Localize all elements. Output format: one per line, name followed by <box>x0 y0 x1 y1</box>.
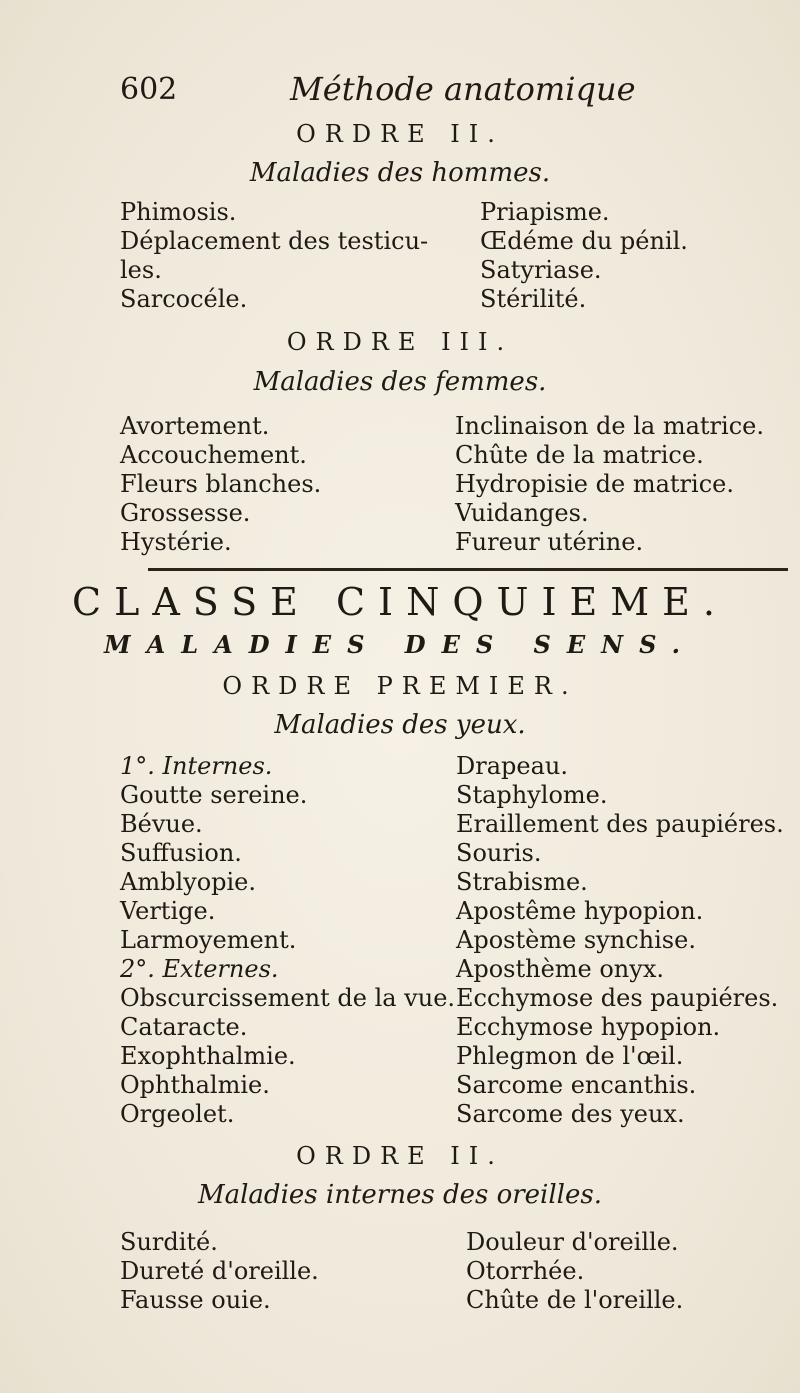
list-heading-internes: 1°. Internes. <box>120 752 273 780</box>
list-item: Fureur utérine. <box>455 528 644 556</box>
page-number: 602 <box>120 72 178 107</box>
list-oreilles-right <box>466 1228 683 1315</box>
list-item: Hystérie. <box>120 528 232 556</box>
subtitle-femmes: Maladies des femmes. <box>253 367 547 397</box>
list-item: Fausse ouie. <box>120 1286 271 1314</box>
list-item: Satyriase. <box>480 256 602 284</box>
list-item: Amblyopie. <box>120 868 257 896</box>
subtitle-yeux: Maladies des yeux. <box>274 710 526 740</box>
list-item: Larmoyement. <box>120 926 297 954</box>
list-item: Vertige. <box>120 897 216 925</box>
list-hommes-right <box>480 198 688 314</box>
list-item: Surdité. <box>120 1228 218 1256</box>
list-item: Chûte de la matrice. <box>455 441 704 469</box>
list-item: Vuidanges. <box>455 499 589 527</box>
list-item: Œdéme du pénil. <box>480 227 688 255</box>
list-item: Goutte sereine. <box>120 781 308 809</box>
list-item: Avortement. <box>120 412 270 440</box>
list-item: Apostême hypopion. <box>456 897 704 925</box>
list-yeux-left <box>120 752 455 1129</box>
list-item: Strabisme. <box>456 868 588 896</box>
list-item: Hydropisie de matrice. <box>455 470 734 498</box>
list-item: Chûte de l'oreille. <box>466 1286 684 1314</box>
list-item: Inclinaison de la matrice. <box>455 412 764 440</box>
list-item: Dureté d'oreille. <box>120 1257 319 1285</box>
order-title-oreilles: ORDRE II. <box>296 1142 504 1170</box>
list-item: Suffusion. <box>120 839 242 867</box>
list-heading-externes: 2°. Externes. <box>120 955 279 983</box>
list-item: Drapeau. <box>456 752 568 780</box>
list-item: Phlegmon de l'œil. <box>456 1042 684 1070</box>
list-item: Ecchymose des paupiéres. <box>456 984 779 1012</box>
list-item: Sarcocéle. <box>120 285 248 313</box>
list-item: Priapisme. <box>480 198 610 226</box>
list-item: Orgeolet. <box>120 1100 235 1128</box>
class-title: CLASSE CINQUIEME. <box>72 580 728 624</box>
list-item: Sarcome des yeux. <box>456 1100 685 1128</box>
order-title-femmes: ORDRE III. <box>286 328 514 356</box>
order-title-yeux: ORDRE PREMIER. <box>222 672 578 700</box>
list-hommes-left <box>120 198 428 314</box>
list-item: Fleurs blanches. <box>120 470 322 498</box>
list-item: Obscurcissement de la vue. <box>120 984 456 1012</box>
list-item: les. <box>120 256 162 284</box>
subtitle-oreilles: Maladies internes des oreilles. <box>197 1180 602 1210</box>
list-item: Douleur d'oreille. <box>466 1228 679 1256</box>
list-item: Déplacement des testicu- <box>120 227 429 255</box>
subtitle-hommes: Maladies des hommes. <box>249 158 551 188</box>
list-oreilles-left <box>120 1228 319 1315</box>
section-divider <box>148 568 788 571</box>
running-title: Méthode anatomique <box>290 70 636 108</box>
list-item: Ophthalmie. <box>120 1071 270 1099</box>
page-header <box>0 68 800 118</box>
class-subtitle: MALADIES DES SENS. <box>104 630 696 659</box>
list-femmes-left <box>120 412 321 557</box>
list-item: Phimosis. <box>120 198 237 226</box>
list-item: Souris. <box>456 839 542 867</box>
list-item: Stérilité. <box>480 285 587 313</box>
list-item: Ecchymose hypopion. <box>456 1013 721 1041</box>
list-item: Aposthème onyx. <box>456 955 664 983</box>
list-femmes-right <box>455 412 764 557</box>
list-item: Exophthalmie. <box>120 1042 296 1070</box>
list-item: Grossesse. <box>120 499 251 527</box>
list-item: Staphylome. <box>456 781 608 809</box>
list-item: Sarcome encanthis. <box>456 1071 697 1099</box>
list-yeux-right <box>456 752 784 1129</box>
list-item: Cataracte. <box>120 1013 248 1041</box>
list-item: Bévue. <box>120 810 203 838</box>
list-item: Accouchement. <box>120 441 307 469</box>
list-item: Otorrhée. <box>466 1257 585 1285</box>
list-item: Apostème synchise. <box>456 926 696 954</box>
list-item: Eraillement des paupiéres. <box>456 810 784 838</box>
order-title-hommes: ORDRE II. <box>296 120 504 148</box>
